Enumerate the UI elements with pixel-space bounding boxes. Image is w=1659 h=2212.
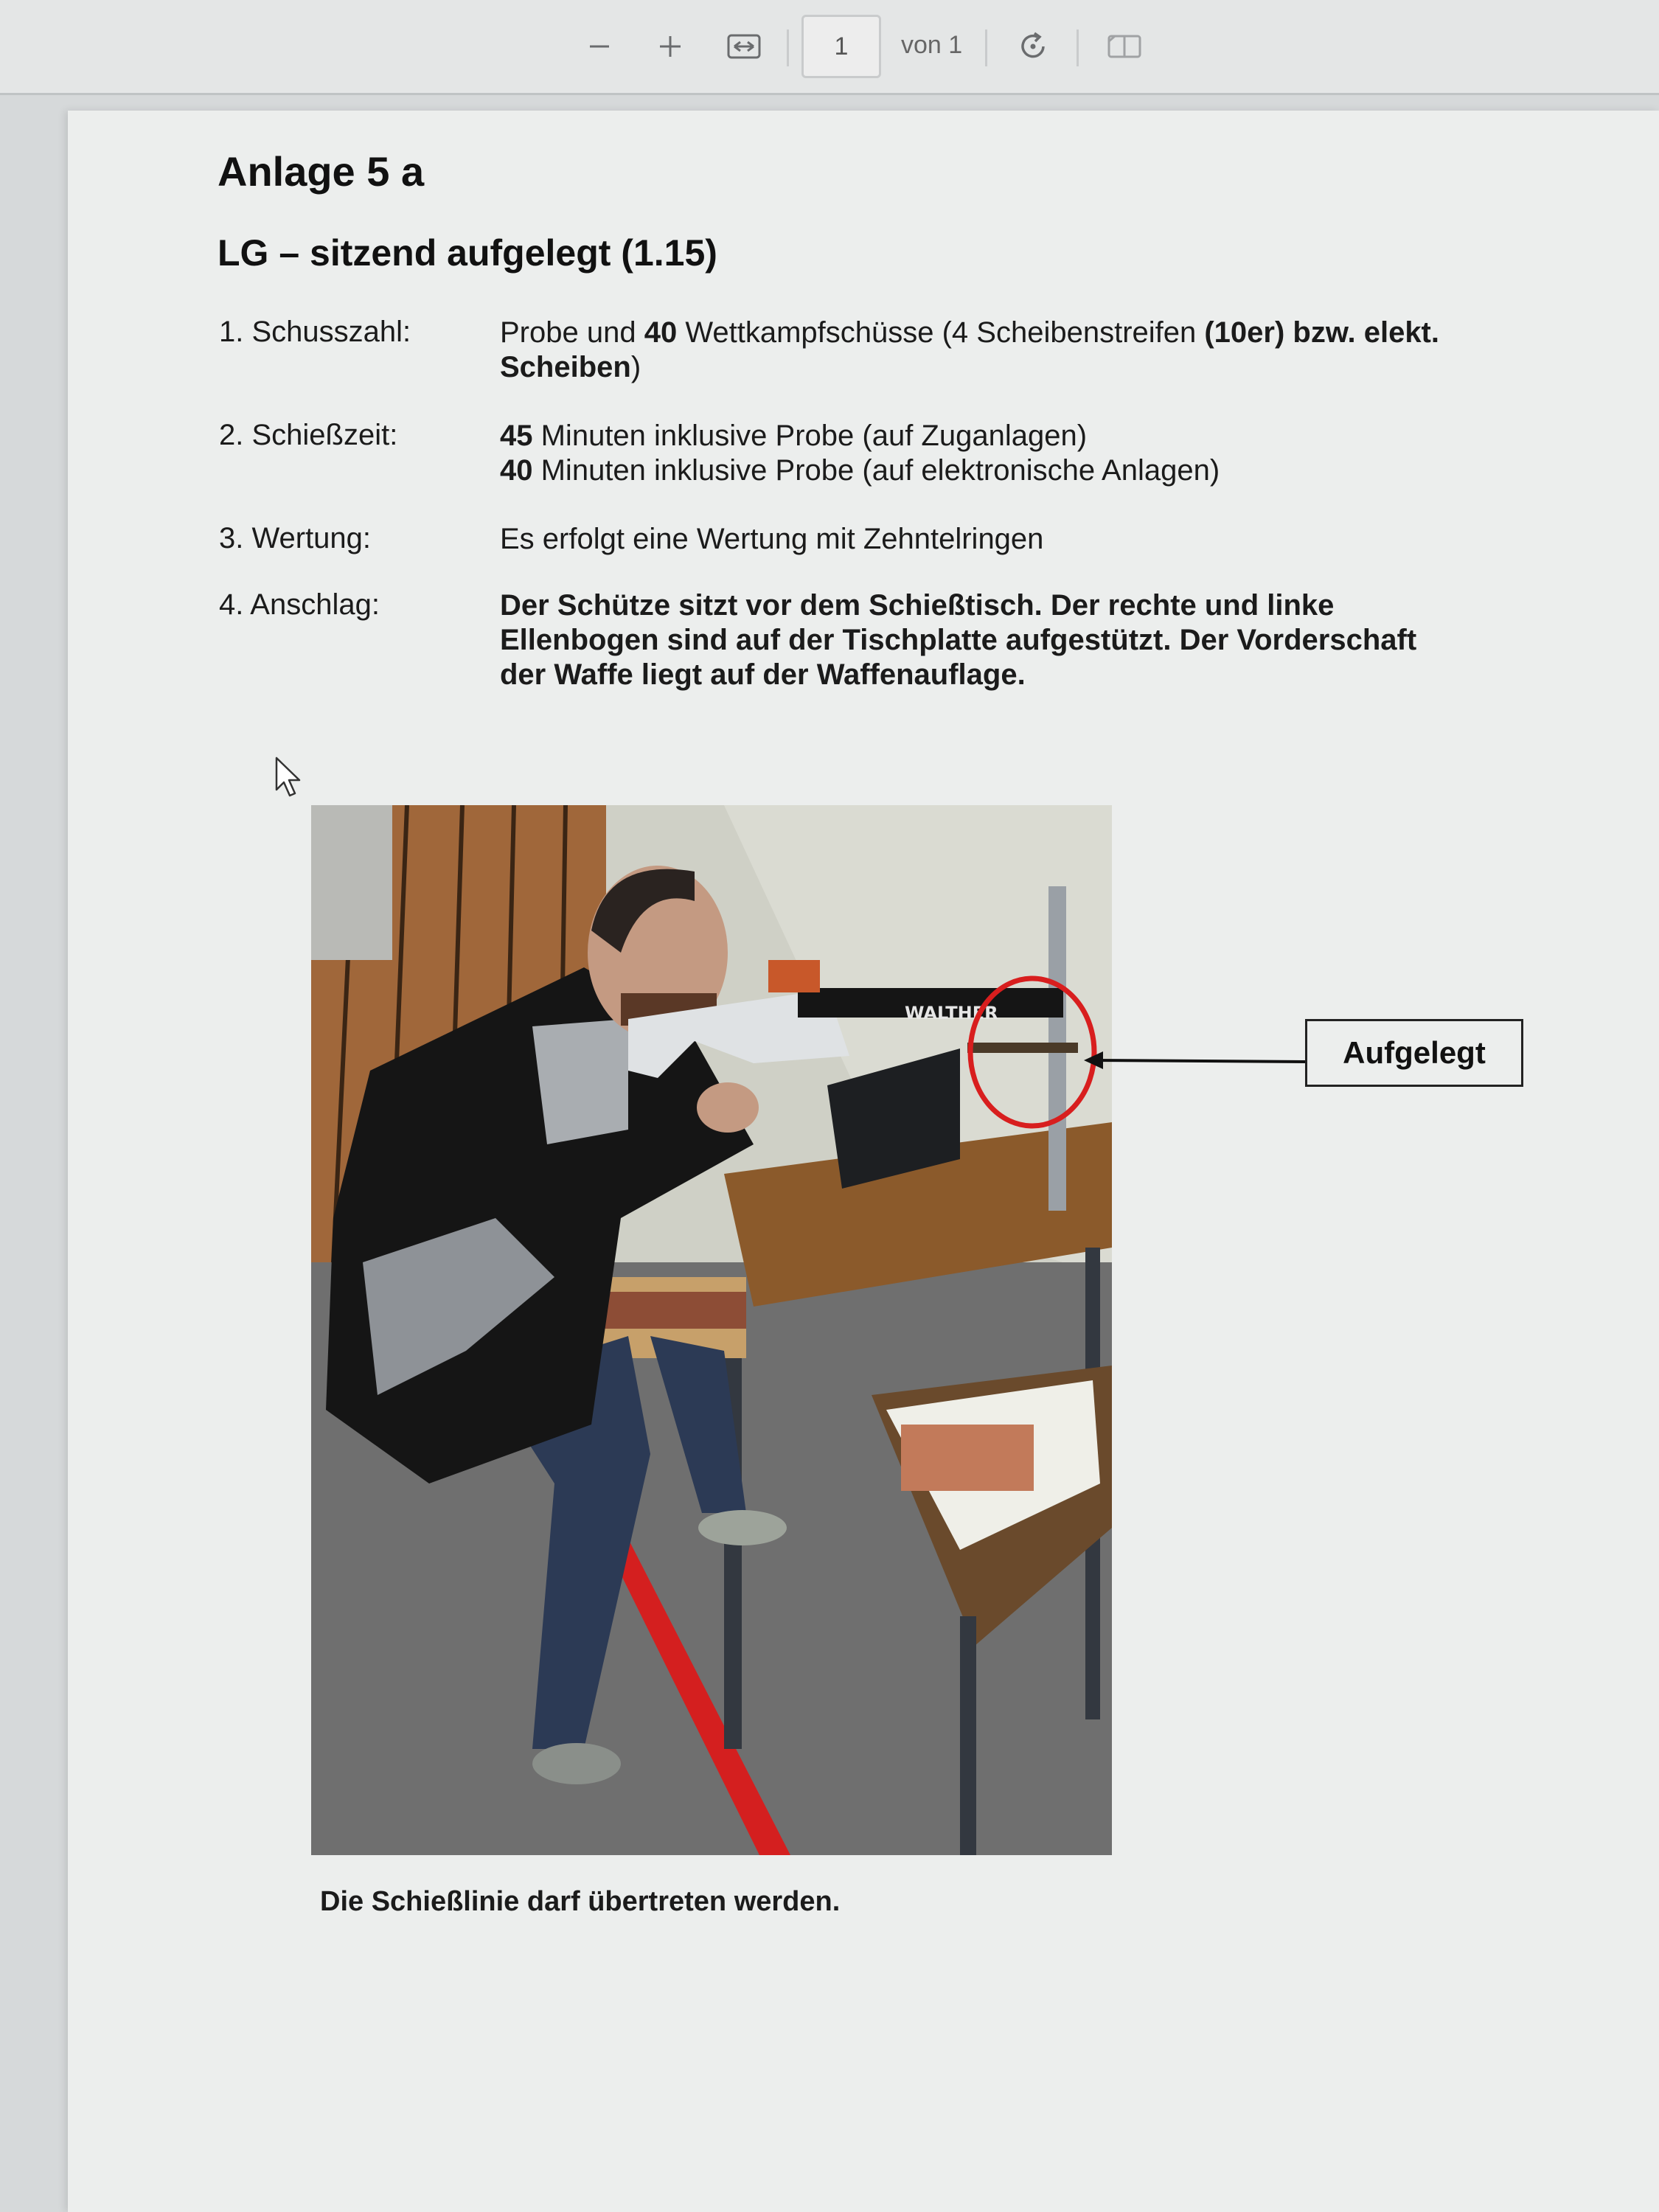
two-page-view-button[interactable] [1099,22,1150,71]
rotate-button[interactable] [1007,22,1059,71]
rifle-brand-text: WALTHER [905,1003,998,1023]
item-label-wertung: 3. Wertung: [219,522,372,554]
toolbar-divider [985,29,987,66]
fit-width-icon [727,34,761,59]
rotate-icon [1017,30,1049,63]
item-text-wertung: Es erfolgt eine Wertung mit Zehntelringen [500,523,1044,555]
zoom-in-button[interactable] [644,22,696,71]
mouse-cursor-icon [274,756,304,800]
document-page [68,111,1659,2212]
plus-icon [658,35,682,58]
item-text-schiesszeit: 45 Minuten inklusive Probe (auf Zuganlagen) 40 Minuten inklusive Probe (auf elektronische Anlagen) [500,420,1220,487]
pdf-toolbar [0,0,1659,95]
item-text-schusszahl: Probe und 40 Wettkampfschüsse (4 Scheibenstreifen (10er) bzw. elekt. Scheiben) [500,316,1439,383]
page-number-input[interactable] [801,15,881,78]
two-page-icon [1107,34,1141,59]
document-heading: Anlage 5 a [218,148,425,195]
minus-icon [588,35,611,58]
photo-caption: Die Schießlinie darf übertreten werden. [320,1886,841,1917]
page-count: von 1 [901,31,963,59]
item-label-anschlag: 4. Anschlag: [219,588,380,621]
item-label-schusszahl: 1. Schusszahl: [219,316,411,348]
item-text-anschlag: Der Schütze sitzt vor dem Schießtisch. Der rechte und linke Ellenbogen sind auf der Tischplatte aufgestützt. Der Vorderschaft der Waffe liegt auf der Waffenauflage. [500,589,1417,691]
document-subheading: LG – sitzend aufgelegt (1.15) [218,232,717,274]
shooter-photo [311,805,1112,1855]
toolbar-divider [1077,29,1079,66]
item-label-schiesszeit: 2. Schießzeit: [219,419,398,451]
callout-label-box: Aufgelegt [1305,1019,1523,1087]
zoom-out-button[interactable] [574,22,625,71]
fit-width-button[interactable] [718,22,770,71]
toolbar-divider [787,29,789,66]
